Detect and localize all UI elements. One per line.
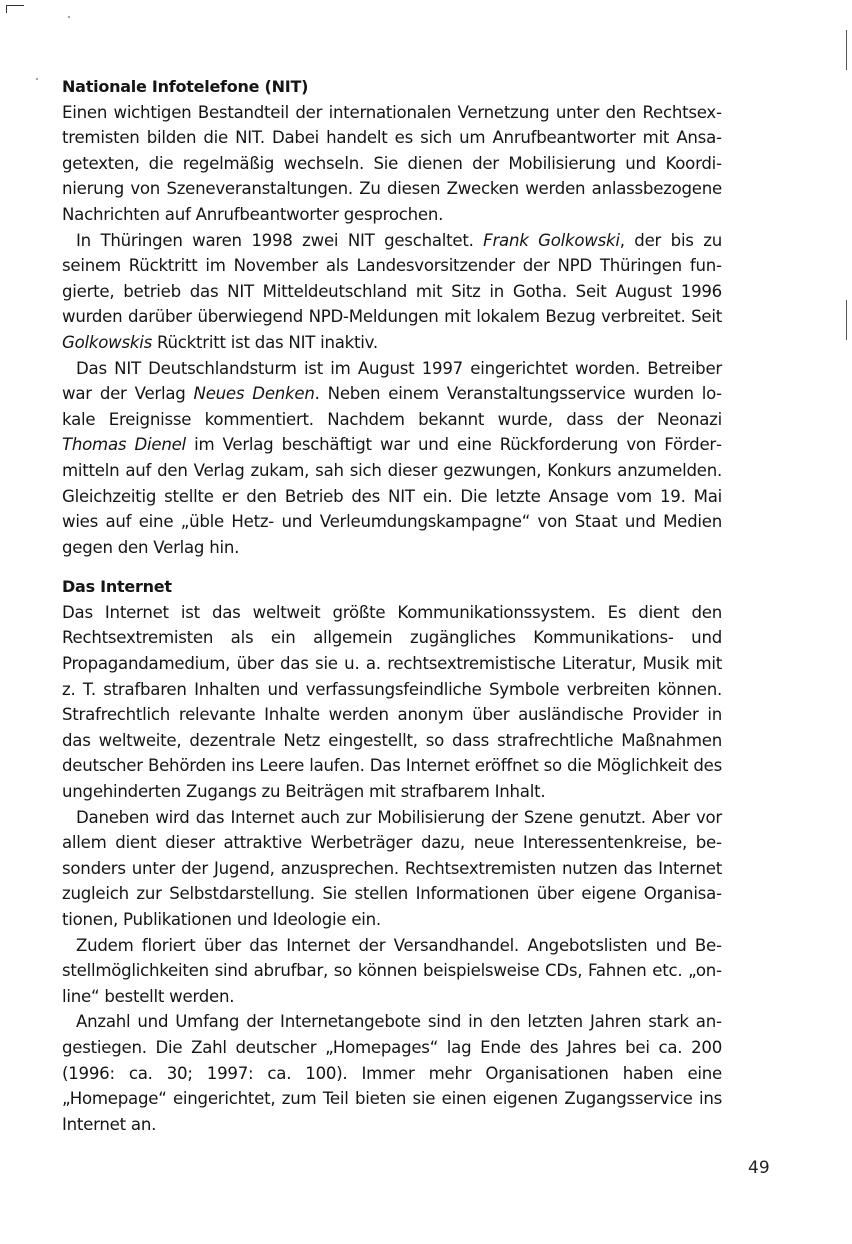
text-run: In Thüringen waren 1998 zwei NIT geschaltet. — [76, 230, 484, 250]
text-run: Das Internet ist das weltweit größte Kommunikationssystem. Es dient den Rechtsextremisten als ein allgemein zugängliches Kommunikations- und Propagandamedium, über das sie u. a. rechtsextremistische Literatur, Musik mit z. T. strafbaren Inhalten und verfassungsfeindliche Symbole verbreiten können. Strafrechtlich relevante Inhalte werden anonym über ausländische Provider in das weltweite, dezentrale Netz eingestellt, so dass strafrechtliche Maßnahmen deutscher Behörden ins Leere laufen. Das Internet eröffnet so die Möglichkeit des ungehinderten Zugangs zu Beiträgen mit strafbarem Inhalt. — [62, 602, 722, 802]
scan-speck — [36, 78, 38, 80]
italic-name: Frank Golkowski — [483, 230, 620, 250]
paragraph — [62, 933, 722, 1010]
text-run: Anzahl und Umfang der Internetangebote sind in den letzten Jahren stark angestiegen. Die Zahl deutscher „Homepages“ lag Ende des Jahres bei ca. 200 (1996: ca. 30; 1997: ca. 100). Immer mehr Organisationen haben eine „Homepage“ eingerichtet, zum Teil bieten sie einen eigenen Zugangsservice ins Internet an. — [62, 1012, 722, 1134]
section-heading-internet: Das Internet — [62, 577, 172, 597]
crop-mark-vertical — [6, 5, 7, 13]
paragraph — [62, 600, 722, 805]
text-run: . Neben einem Veranstaltungsservice wurden lokale Ereignisse kommentiert. Nachdem bekannt wurde, dass der Neonazi — [62, 384, 723, 429]
crop-mark — [6, 5, 24, 6]
scan-speck — [68, 16, 70, 18]
scan-edge-line — [846, 30, 847, 70]
scan-edge-line — [846, 300, 847, 340]
document-page — [62, 74, 722, 1137]
text-run: im Verlag beschäftigt war und eine Rückforderung von Fördermitteln auf den Verlag zukam, sah sich dieser gezwungen, Konkurs anzumelden. Gleichzeitig stellte er den Betrieb des NIT ein. Die letzte Ansage vom 19. Mai wies auf eine „üble Hetz- und Verleumdungskampagne“ von Staat und Medien gegen den Verlag hin. — [62, 435, 722, 557]
section-body-internet — [62, 600, 722, 1137]
italic-name: Neues Denken — [193, 384, 315, 404]
italic-name: Thomas Dienel — [62, 435, 186, 455]
section-heading-nit: Nationale Infotelefone (NIT) — [62, 77, 309, 96]
text-run: , der bis zu seinem Rücktritt im November als Landesvorsitzender der NPD Thüringen fungierte, betrieb das NIT Mitteldeutschland mit Sitz in Gotha. Seit August 1996 wurden darüber überwiegend NPD-Meldungen mit lokalem Bezug verbreitet. Seit — [62, 230, 722, 327]
italic-name: Golkowskis — [62, 332, 152, 352]
text-run: Rücktritt ist das NIT inaktiv. — [151, 332, 378, 352]
page-number: 49 — [748, 1158, 770, 1178]
paragraph — [62, 228, 722, 356]
text-run: Zudem floriert über das Internet der Versandhandel. Angebotslisten und Bestellmöglichkeiten sind abrufbar, so können beispielsweise CDs, Fahnen etc. „online“ bestellt werden. — [62, 935, 722, 1006]
text-run: Daneben wird das Internet auch zur Mobilisierung der Szene genutzt. Aber vor allem dient dieser attraktive Werbeträger dazu, neue Interessentenkreise, besonders unter der Jugend, anzusprechen. Rechtsextremisten nutzen das Internet zugleich zur Selbstdarstellung. Sie stellen Informationen über eigene Organisationen, Publikationen und Ideologie ein. — [62, 807, 722, 929]
paragraph — [62, 805, 722, 933]
text-run: Das NIT Deutschlandsturm ist im August 1997 eingerichtet worden. Betreiber war der Verlag — [62, 358, 722, 404]
paragraph — [62, 356, 722, 561]
section-body-nit — [62, 100, 722, 561]
text-run: Einen wichtigen Bestandteil der internationalen Vernetzung unter den Rechtsextremisten bilden die NIT. Dabei handelt es sich um Anrufbeantworter mit Ansagetexten, die regelmäßig wechseln. Sie dienen der Mobilisierung und Koordinierung von Szeneveranstaltungen. Zu diesen Zwecken werden anlassbezogene Nachrichten auf Anrufbeantworter gesprochen. — [62, 102, 722, 224]
paragraph — [62, 100, 722, 228]
paragraph — [62, 1009, 722, 1137]
